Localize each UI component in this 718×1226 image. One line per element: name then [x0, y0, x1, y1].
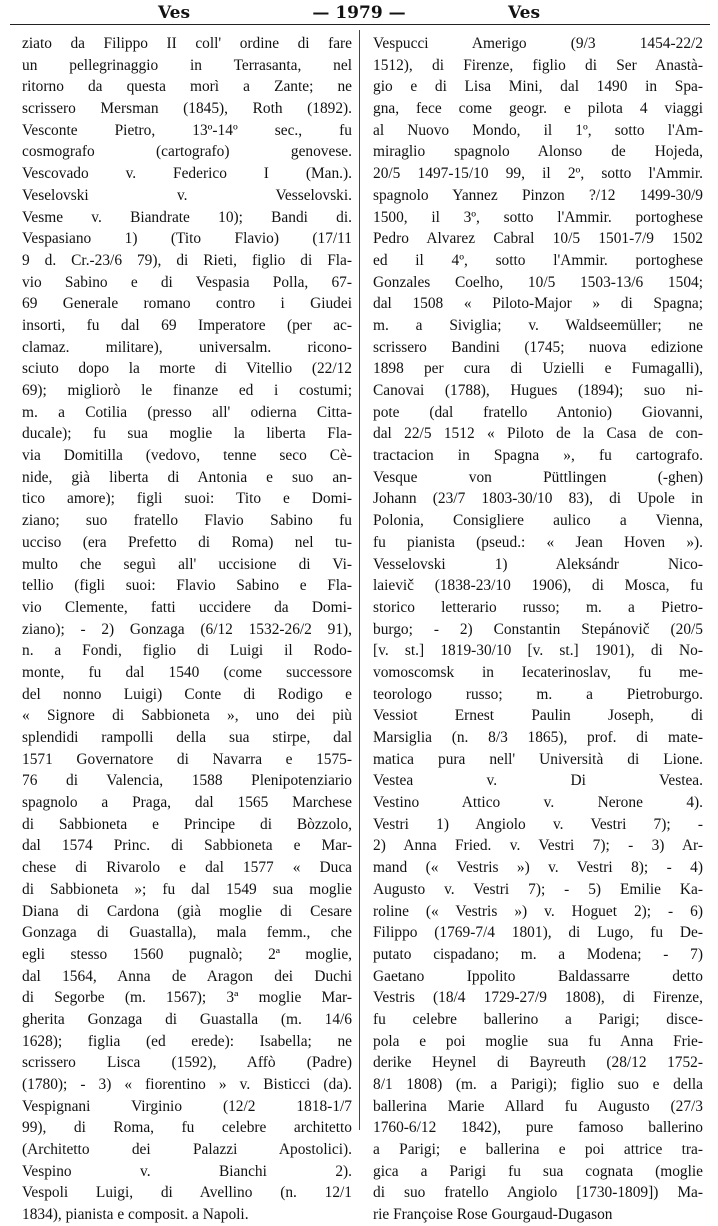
- text-line: dal 1508 « Piloto-Major » di Spagna;: [373, 295, 703, 313]
- text-line: di Sabbioneta »; fu dal 1549 sua moglie: [22, 880, 352, 898]
- text-line: 69); migliorò le finanze ed i costumi;: [22, 382, 352, 399]
- text-line: gna, fece come geogr. e pilota 4 viaggi: [373, 100, 703, 118]
- text-line: gica a Parigi fu sua cognata (moglie: [373, 1162, 703, 1180]
- text-line: tellio (figli suoi: Flavio Sabino e Fla-: [22, 577, 352, 595]
- text-line: Vespino v. Bianchi 2).: [22, 1162, 352, 1180]
- text-line: scrissero Lisca (1592), Affò (Padre): [22, 1054, 352, 1072]
- text-line: Vesque von Püttlingen (-ghen): [373, 468, 703, 486]
- text-line: Vescovado v. Federico I (Man.).: [22, 165, 352, 183]
- text-line: vomoscomsk in Iecaterinoslav, fu me-: [373, 663, 703, 681]
- text-line: monte, fu dal 1540 (come successore: [22, 663, 352, 681]
- text-line: 2) Anna Fried. v. Vestri 7); - 3) Ar-: [373, 837, 703, 855]
- text-line: Vespoli Luigi, di Avellino (n. 12/1: [22, 1184, 352, 1202]
- text-line: 76 di Valencia, 1588 Plenipotenziario: [22, 772, 352, 790]
- text-line: Augusto v. Vestri 7); - 5) Emilie Ka-: [373, 880, 703, 898]
- text-line: 1500, il 3º, sotto l'Ammir. portoghese: [373, 208, 703, 226]
- header-left-guide-word: Ves: [158, 3, 191, 23]
- text-line: Pedro Alvarez Cabral 10/5 1501-7/9 1502: [373, 230, 703, 248]
- text-line: Johann (23/7 1803-30/10 83), di Upole in: [373, 490, 703, 508]
- text-line: (Architetto dei Palazzi Apostolici).: [22, 1141, 352, 1159]
- text-line: pola e poi moglie sua fu Anna Frie-: [373, 1032, 703, 1050]
- text-line: Vesme v. Biandrate 10); Bandi di.: [22, 208, 352, 226]
- text-line: Filippo (1769-7/4 1801), di Lugo, fu De-: [373, 924, 703, 942]
- text-line: dal 22/5 1512 « Piloto de la Casa de con-: [373, 425, 703, 443]
- page-number: — 1979 —: [312, 3, 406, 23]
- text-line: Vespignani Virginio (12/2 1818-1/7: [22, 1097, 352, 1115]
- text-line: teorologo russo; m. a Pietroburgo.: [373, 685, 703, 703]
- text-line: Vestino Attico v. Nerone 4).: [373, 794, 703, 812]
- text-line: vio Sabino e di Vespasia Polla, 67-: [22, 273, 352, 291]
- text-line: ucciso (era Prefetto di Roma) nel tu-: [22, 533, 352, 551]
- text-line: di Sabbioneta e Principe di Bòzzolo,: [22, 815, 352, 833]
- text-line: 20/5 1497-15/10 99, il 2º, sotto l'Ammir.: [373, 165, 703, 183]
- text-line: gherita Gonzaga di Guastalla (m. 14/6: [22, 1010, 352, 1028]
- text-line: Marsiglia (n. 8/3 1865), prof. di mate-: [373, 729, 703, 746]
- column-divider: [359, 30, 360, 1130]
- right-column: [373, 33, 703, 1226]
- text-line: ed il 4º, sotto l'Ammir. portoghese: [373, 251, 703, 269]
- text-line: [v. st.] 1819-30/10 [v. st.] 1901), di No-: [373, 642, 703, 660]
- text-line: nide, già liberta di Antonia e suo an-: [22, 468, 352, 486]
- text-line: spagnolo Yannez Pinzon ?/12 1499-30/9: [373, 186, 703, 204]
- text-line: spagnolo a Praga, dal 1565 Marchese: [22, 794, 352, 812]
- text-line: dal 1564, Anna de Aragon dei Duchi: [22, 967, 352, 985]
- text-line: Vestea v. Di Vestea.: [373, 772, 703, 790]
- header-right-guide-word: Ves: [508, 3, 541, 23]
- text-line: insorti, fu dal 69 Imperatore (per ac-: [22, 316, 352, 334]
- text-line: Diana di Cardona (già moglie di Cesare: [22, 902, 352, 920]
- text-line: 1834), pianista e composit. a Napoli.: [22, 1206, 249, 1224]
- text-line: Vestri 1) Angiolo v. Vestri 7); -: [373, 815, 703, 833]
- text-line: pote (dal fratello Antonio) Giovanni,: [373, 403, 703, 421]
- text-line: ziato da Filippo II coll' ordine di fare: [22, 35, 352, 52]
- text-line: Veselovski v. Vesselovski.: [22, 186, 352, 204]
- text-line: (1780); - 3) « fiorentino » v. Bisticci (da).: [22, 1076, 352, 1093]
- text-line: fu celebre ballerino a Parigi; disce-: [373, 1010, 703, 1028]
- text-line: scrissero Mersman (1845), Roth (1892).: [22, 100, 352, 118]
- text-line: Gaetano Ippolito Baldassarre detto: [373, 967, 703, 985]
- text-line: dal 1574 Princ. di Sabbioneta e Mar-: [22, 837, 352, 855]
- text-line: Vesconte Pietro, 13º-14º sec., fu: [22, 121, 352, 139]
- text-line: m. a Siviglia; v. Waldseemüller; ne: [373, 316, 703, 334]
- text-line: 1512), di Firenze, figlio di Ser Anastà-: [373, 56, 703, 74]
- text-line: ducale); fu sua moglie la liberta Fla-: [22, 425, 352, 443]
- text-line: matica pura nell' Università di Lione.: [373, 750, 703, 768]
- text-line: Vespasiano 1) (Tito Flavio) (17/11: [22, 230, 352, 248]
- text-line: 1760-6/12 1842), pure famoso ballerino: [373, 1119, 703, 1137]
- text-line: Gonzaga di Guastalla), mala femm., che: [22, 924, 352, 942]
- text-line: roline (« Vestris ») v. Hoguet 2); - 6): [373, 902, 703, 920]
- text-line: di suo fratello Angiolo [1730-1809]) Ma-: [373, 1184, 703, 1202]
- text-line: un pellegrinaggio in Terrasanta, nel: [22, 56, 352, 74]
- text-line: chese di Rivarolo e dal 1577 « Duca: [22, 859, 352, 877]
- text-line: sciuto dopo la morte di Vitellio (22/12: [22, 360, 352, 378]
- text-line: 69 Generale romano contro i Giudei: [22, 295, 352, 313]
- text-line: 1571 Governatore di Navarra e 1575-: [22, 750, 352, 768]
- text-line: clamaz. militare), universalm. ricono-: [22, 338, 352, 356]
- text-line: laievič (1838-23/10 1906), di Mosca, fu: [373, 577, 703, 595]
- text-line: « Signore di Sabbioneta », uno dei più: [22, 707, 352, 725]
- text-line: ballerina Marie Allard fu Augusto (27/3: [373, 1097, 703, 1115]
- text-line: m. a Cotilia (presso all' odierna Citta-: [22, 403, 352, 421]
- text-line: derike Heynel di Bayreuth (28/12 1752-: [373, 1054, 703, 1072]
- text-line: tico amore); figli suoi: Tito e Domi-: [22, 490, 352, 508]
- text-line: 8/1 1808) (m. a Parigi); figlio suo e della: [373, 1076, 703, 1093]
- text-line: ziano; suo fratello Flavio Sabino fu: [22, 512, 352, 530]
- text-line: rie Françoise Rose Gourgaud-Dugason: [373, 1206, 613, 1224]
- text-line: egli stesso 1560 pugnalò; 2ª moglie,: [22, 945, 352, 963]
- text-line: 1628); figlia (ed erede): Isabella; ne: [22, 1032, 352, 1050]
- text-line: putato cispadano; m. a Modena; - 7): [373, 945, 703, 963]
- text-line: vio Clemente, fatti uccidere da Domi-: [22, 598, 352, 616]
- text-line: 99), di Roma, fu celebre architetto: [22, 1119, 352, 1137]
- text-line: fu pianista (pseud.: « Jean Hoven »).: [373, 533, 703, 551]
- text-line: via Domitilla (vedovo, tenne seco Cè-: [22, 447, 352, 465]
- text-line: multo che seguì all' uccisione di Vi-: [22, 555, 352, 573]
- text-line: gio e di Lisa Mini, dal 1490 in Spa-: [373, 78, 703, 96]
- text-line: 1898 per cura di Uzielli e Fumagalli),: [373, 360, 703, 378]
- text-line: al Nuovo Mondo, il 1º, sotto l'Am-: [373, 121, 703, 139]
- text-line: ritorno da questa morì a Zante; ne: [22, 78, 352, 96]
- text-line: tractacion in Spagna », fu cartografo.: [373, 447, 703, 465]
- text-line: di Segorbe (m. 1567); 3ª moglie Mar-: [22, 989, 352, 1007]
- text-line: burgo; - 2) Constantin Stepánovič (20/5: [373, 620, 703, 638]
- text-line: 9 d. Cr.-23/6 79), di Rieti, figlio di Fla-: [22, 251, 352, 269]
- text-line: Gonzales Coelho, 10/5 1503-13/6 1504;: [373, 273, 703, 291]
- text-line: a Parigi; e ballerina e poi attrice tra-: [373, 1141, 703, 1159]
- left-column: [22, 33, 352, 1226]
- text-line: Vesselovski 1) Aleksándr Nico-: [373, 555, 703, 573]
- text-line: n. a Fondi, figlio di Luigi il Rodo-: [22, 642, 352, 660]
- text-line: mand (« Vestris ») v. Vestri 8); - 4): [373, 859, 703, 877]
- text-line: Vespucci Amerigo (9/3 1454-22/2: [373, 35, 703, 52]
- text-line: storico letterario russo; m. a Pietro-: [373, 598, 703, 616]
- header-rule: [10, 24, 710, 25]
- text-line: Polonia, Consigliere aulico a Vienna,: [373, 512, 703, 530]
- text-line: Vestris (18/4 1729-27/9 1808), di Firenze,: [373, 989, 703, 1007]
- text-line: miraglio spagnolo Alonso de Hojeda,: [373, 143, 703, 161]
- text-line: scrissero Bandini (1745; nuova edizione: [373, 338, 703, 356]
- text-line: Vessiot Ernest Paulin Joseph, di: [373, 707, 703, 725]
- text-line: Canovai (1788), Hugues (1894); suo ni-: [373, 382, 703, 399]
- text-line: del nonno Luigi) Conte di Rodigo e: [22, 685, 352, 703]
- text-line: splendidi rampolli della sua stirpe, dal: [22, 729, 352, 746]
- text-line: cosmografo (cartografo) genovese.: [22, 143, 352, 161]
- text-line: ziano); - 2) Gonzaga (6/12 1532-26/2 91),: [22, 620, 352, 638]
